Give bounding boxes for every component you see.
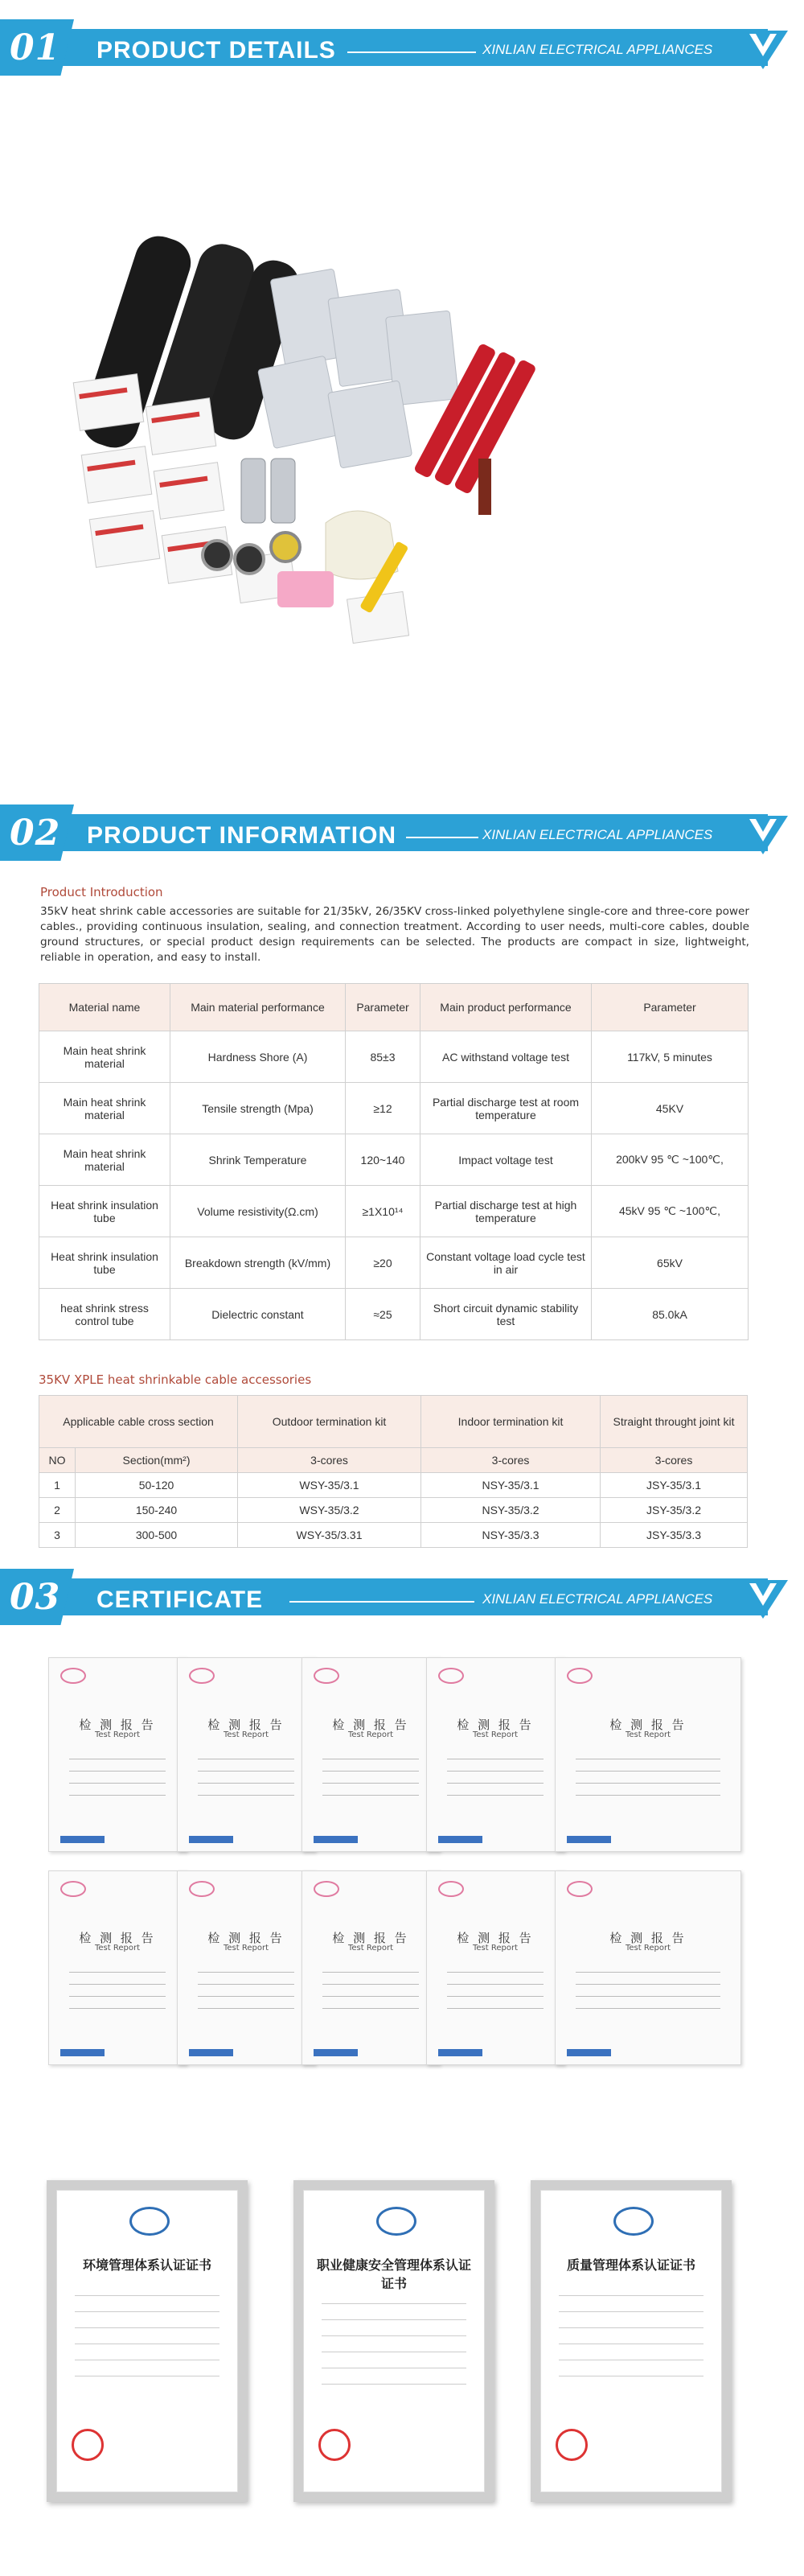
report-title-cn: 检 测 报 告 [79, 1931, 156, 1945]
red-seal-icon [556, 2429, 588, 2461]
report-title-en: Test Report [223, 1730, 269, 1739]
ilac-logo-icon [567, 1668, 593, 1684]
report-title-cn: 检 测 报 告 [609, 1718, 687, 1732]
report-title-cn: 检 测 报 告 [207, 1931, 285, 1945]
table-cell: 45kV 95 ℃ ~100℃, [592, 1186, 749, 1237]
table-cell: Main heat shrink material [39, 1134, 170, 1186]
divider-line [289, 1601, 474, 1603]
table-cell: Partial discharge test at room temperature [420, 1083, 592, 1134]
table-cell: Breakdown strength (kV/mm) [170, 1237, 346, 1289]
certificate-title: 职业健康安全管理体系认证证书 [316, 2257, 471, 2291]
section-number: 02 [10, 813, 61, 854]
test-report-thumbnail [177, 1657, 315, 1852]
performance-table [39, 983, 749, 1340]
cqc-emblem-icon [376, 2207, 416, 2236]
table-cell: 45KV [592, 1083, 749, 1134]
table-cell: 300-500 [76, 1523, 238, 1548]
report-title-cn: 检 测 报 告 [457, 1718, 534, 1732]
table-cell: Hardness Shore (A) [170, 1031, 346, 1083]
cqc-emblem-icon [129, 2207, 170, 2236]
table-cell: WSY-35/3.2 [238, 1498, 421, 1523]
test-report-thumbnail [426, 1657, 564, 1852]
cable-lugs [241, 459, 295, 523]
kit-table-heading: 35KV XPLE heat shrinkable cable accessories [39, 1372, 312, 1387]
table-row [39, 1473, 748, 1498]
header-cell: Material name [39, 984, 170, 1031]
table-cell: 120~140 [346, 1134, 420, 1186]
tiam-logo-icon [189, 2049, 233, 2056]
tiam-logo-icon [314, 2049, 358, 2056]
test-report-thumbnail [302, 1870, 440, 2065]
table-cell: Main heat shrink material [39, 1031, 170, 1083]
divider-line [347, 51, 476, 53]
chevron-down-icon [738, 31, 788, 71]
table-cell: 3 [39, 1523, 76, 1548]
tiam-logo-icon [438, 1836, 482, 1843]
table-cell: 65kV [592, 1237, 749, 1289]
section-header-product-information [0, 804, 804, 861]
table-row [39, 1289, 749, 1340]
report-title-en: Test Report [472, 1944, 519, 1953]
table-cell: NSY-35/3.2 [421, 1498, 601, 1523]
report-title-cn: 检 测 报 告 [207, 1718, 285, 1732]
table-cell: Constant voltage load cycle test in air [420, 1237, 592, 1289]
red-seal-icon [72, 2429, 104, 2461]
intro-paragraph: 35kV heat shrink cable accessories are suitable for 21/35kV, 26/35KV cross-linked polyethylene single-core and three-core power cables., providing continuous insulation, sealing, and connection treatment. According to user needs, multi-core cables, double ground structures, or special product design requirements can be selected. The products are compact in size, lightweight, reliable in operation, and easy to install. [40, 905, 749, 964]
table-cell: 3-cores [601, 1448, 748, 1473]
divider-line [406, 837, 478, 838]
ilac-logo-icon [60, 1668, 86, 1684]
table-cell: WSY-35/3.31 [238, 1523, 421, 1548]
table-cell: Impact voltage test [420, 1134, 592, 1186]
table-cell: Heat shrink insulation tube [39, 1186, 170, 1237]
header-cell: Parameter [346, 984, 420, 1031]
chevron-down-icon [738, 1580, 788, 1620]
report-title-en: Test Report [94, 1730, 141, 1739]
table-cell: ≥12 [346, 1083, 420, 1134]
test-report-thumbnail [555, 1657, 741, 1852]
table-header-row [39, 1396, 748, 1448]
framed-certificate-occupational-health [293, 2180, 494, 2502]
table-row [39, 1237, 749, 1289]
table-cell: Main heat shrink material [39, 1083, 170, 1134]
header-cell: Parameter [592, 984, 749, 1031]
table-cell: ≥20 [346, 1237, 420, 1289]
test-report-thumbnail [426, 1870, 564, 2065]
ilac-logo-icon [189, 1668, 215, 1684]
tiam-logo-icon [567, 1836, 611, 1843]
report-title-en: Test Report [472, 1730, 519, 1739]
table-cell: Section(mm²) [76, 1448, 238, 1473]
report-title-cn: 检 测 报 告 [79, 1718, 156, 1732]
table-subheader-row [39, 1448, 748, 1473]
table-header-row [39, 984, 749, 1031]
table-cell: 3-cores [421, 1448, 601, 1473]
report-title-en: Test Report [94, 1944, 141, 1953]
table-row [39, 1134, 749, 1186]
tiam-logo-icon [314, 1836, 358, 1843]
table-cell: 50-120 [76, 1473, 238, 1498]
header-cell: Indoor termination kit [421, 1396, 601, 1448]
section-header-product-details [0, 19, 804, 76]
report-title-cn: 检 测 报 告 [332, 1931, 409, 1945]
ilac-logo-icon [438, 1881, 464, 1897]
table-cell: JSY-35/3.1 [601, 1473, 748, 1498]
tiam-logo-icon [567, 2049, 611, 2056]
ilac-logo-icon [567, 1881, 593, 1897]
foil-packets [258, 269, 459, 468]
table-cell: 85.0kA [592, 1289, 749, 1340]
framed-certificate-environmental [47, 2180, 248, 2502]
table-cell: Tensile strength (Mpa) [170, 1083, 346, 1134]
table-cell: Heat shrink insulation tube [39, 1237, 170, 1289]
report-title-cn: 检 测 报 告 [332, 1718, 409, 1732]
certificate-title: 环境管理体系认证证书 [82, 2257, 211, 2273]
framed-certificate-quality [531, 2180, 732, 2502]
header-cell: Main material performance [170, 984, 346, 1031]
product-kit-photo [60, 217, 551, 700]
kit-table [39, 1395, 748, 1548]
test-report-thumbnail [555, 1870, 741, 2065]
table-cell: ≈25 [346, 1289, 420, 1340]
section-tagline: XINLIAN ELECTRICAL APPLIANCES [482, 827, 713, 842]
table-cell: 117kV, 5 minutes [592, 1031, 749, 1083]
table-row [39, 1083, 749, 1134]
section-tagline: XINLIAN ELECTRICAL APPLIANCES [482, 1591, 713, 1607]
red-seal-icon [318, 2429, 351, 2461]
tiam-logo-icon [189, 1836, 233, 1843]
report-title-en: Test Report [625, 1730, 671, 1739]
header-cell: Outdoor termination kit [238, 1396, 421, 1448]
tiam-logo-icon [60, 2049, 105, 2056]
red-brush [478, 459, 491, 515]
section-number: 03 [10, 1577, 61, 1618]
table-row [39, 1031, 749, 1083]
table-cell: 1 [39, 1473, 76, 1498]
table-cell: Shrink Temperature [170, 1134, 346, 1186]
cqc-emblem-icon [613, 2207, 654, 2236]
ilac-logo-icon [189, 1881, 215, 1897]
section-title: PRODUCT INFORMATION [87, 822, 397, 849]
table-cell: 3-cores [238, 1448, 421, 1473]
pink-cloth [277, 571, 334, 607]
table-row [39, 1186, 749, 1237]
header-cell: Main product performance [420, 984, 592, 1031]
ilac-logo-icon [314, 1881, 339, 1897]
table-cell: JSY-35/3.2 [601, 1498, 748, 1523]
report-title-en: Test Report [347, 1944, 394, 1953]
table-cell: NSY-35/3.3 [421, 1523, 601, 1548]
report-title-en: Test Report [223, 1944, 269, 1953]
report-title-cn: 检 测 报 告 [457, 1931, 534, 1945]
header-cell: Applicable cable cross section [39, 1396, 238, 1448]
tiam-logo-icon [60, 1836, 105, 1843]
test-report-thumbnail [177, 1870, 315, 2065]
section-title: PRODUCT DETAILS [96, 37, 336, 64]
test-report-thumbnail [302, 1657, 440, 1852]
table-cell: Partial discharge test at high temperature [420, 1186, 592, 1237]
table-cell: Volume resistivity(Ω.cm) [170, 1186, 346, 1237]
table-cell: WSY-35/3.1 [238, 1473, 421, 1498]
table-cell: 200kV 95 ℃ ~100℃, [592, 1134, 749, 1186]
ilac-logo-icon [314, 1668, 339, 1684]
header-cell: Straight throught joint kit [601, 1396, 748, 1448]
table-cell: NSY-35/3.1 [421, 1473, 601, 1498]
ilac-logo-icon [438, 1668, 464, 1684]
report-title-cn: 检 测 报 告 [609, 1931, 687, 1945]
section-title: CERTIFICATE [96, 1586, 264, 1613]
test-report-thumbnail [48, 1657, 187, 1852]
chevron-down-icon [738, 816, 788, 856]
report-title-en: Test Report [347, 1730, 394, 1739]
table-row [39, 1523, 748, 1548]
table-cell: heat shrink stress control tube [39, 1289, 170, 1340]
table-cell: 85±3 [346, 1031, 420, 1083]
table-cell: 150-240 [76, 1498, 238, 1523]
ilac-logo-icon [60, 1881, 86, 1897]
tiam-logo-icon [438, 2049, 482, 2056]
table-row [39, 1498, 748, 1523]
table-cell: 2 [39, 1498, 76, 1523]
report-title-en: Test Report [625, 1944, 671, 1953]
table-cell: ≥1X10¹⁴ [346, 1186, 420, 1237]
table-cell: AC withstand voltage test [420, 1031, 592, 1083]
intro-heading: Product Introduction [40, 885, 163, 899]
section-header-certificate [0, 1569, 804, 1625]
table-cell: Short circuit dynamic stability test [420, 1289, 592, 1340]
section-number: 01 [10, 27, 61, 68]
table-cell: Dielectric constant [170, 1289, 346, 1340]
table-cell: JSY-35/3.3 [601, 1523, 748, 1548]
test-report-thumbnail [48, 1870, 187, 2065]
section-tagline: XINLIAN ELECTRICAL APPLIANCES [482, 42, 713, 57]
certificate-title: 质量管理体系认证证书 [566, 2257, 695, 2273]
table-cell: NO [39, 1448, 76, 1473]
